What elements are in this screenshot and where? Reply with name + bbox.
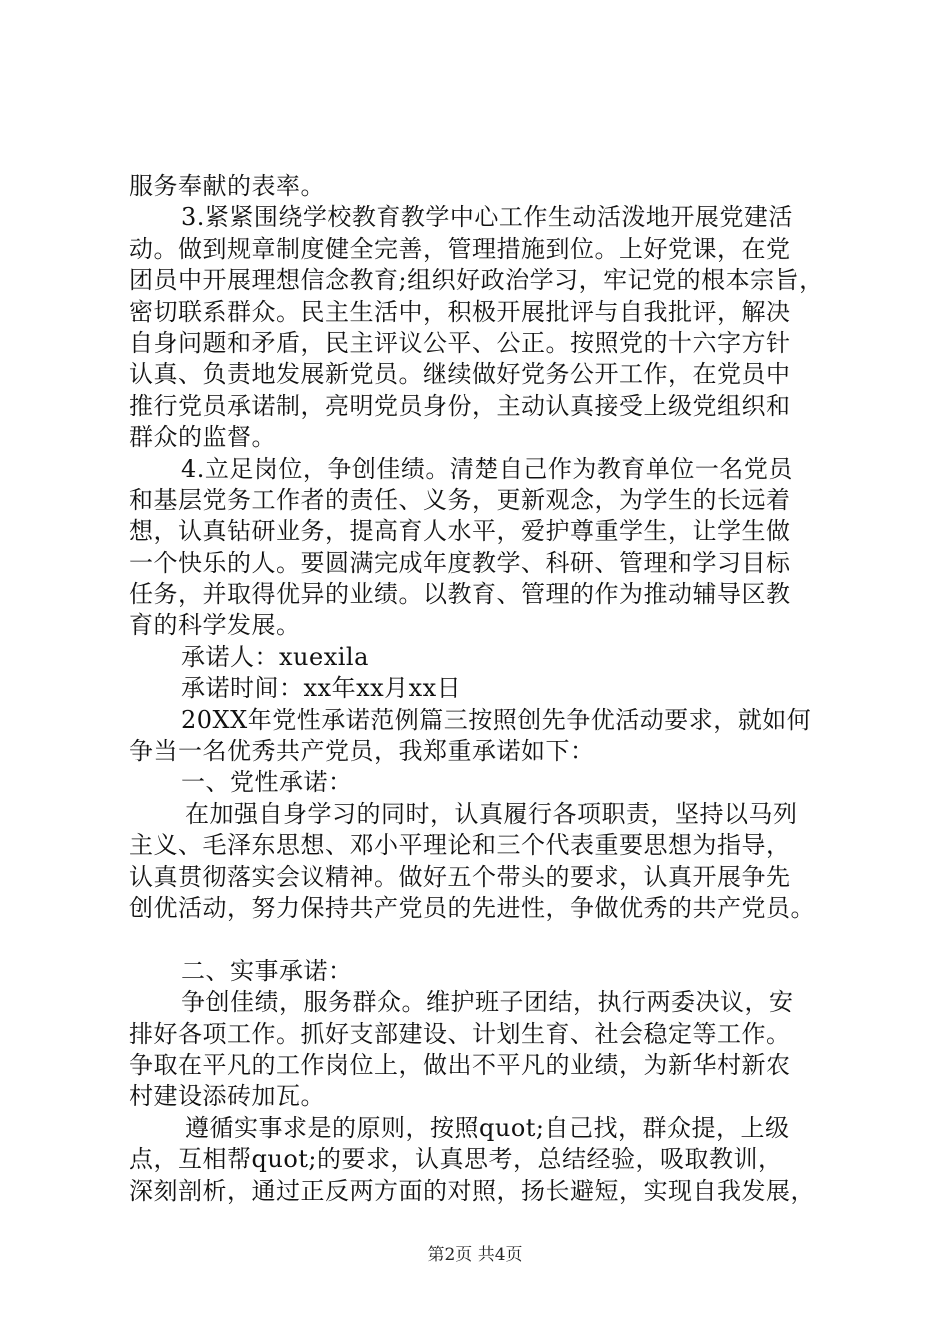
page-number-footer: 第2页 共4页 [427,1245,523,1265]
text-line: 在加强自身学习的同时，认真履行各项职责，坚持以马列 [185,799,798,828]
text-line: 育的科学发展。 [129,611,301,640]
text-line: 群众的监督。 [129,423,276,452]
text-line: 点，互相帮quot;的要求，认真思考，总结经验，吸取教训， [129,1145,783,1174]
text-line: 任务，并取得优异的业绩。以教育、管理的作为推动辅导区教 [129,580,791,609]
text-line: 团员中开展理想信念教育;组织好政治学习，牢记党的根本宗旨， [129,266,824,295]
text-line: 密切联系群众。民主生活中，积极开展批评与自我批评，解决 [129,297,791,326]
promisor-line: 承诺人：xuexila [181,642,369,671]
paragraph-4-heading: 4.立足岗位，争创佳绩。清楚自己作为教育单位一名党员 [181,454,793,483]
text-line: 和基层党务工作者的责任、义务，更新观念，为学生的长远着 [129,485,791,514]
text-line: 深刻剖析，通过正反两方面的对照，扬长避短，实现自我发展， [129,1176,815,1205]
section-intro-line: 20XX年党性承诺范例篇三按照创先争优活动要求，就如何 [181,705,812,734]
text-line: 争当一名优秀共产党员，我郑重承诺如下： [129,737,595,766]
text-line: 推行党员承诺制，亮明党员身份，主动认真接受上级党组织和 [129,391,791,420]
text-line: 服务奉献的表率。 [129,172,325,200]
text-line: 创优活动，努力保持共产党员的先进性，争做优秀的共产党员。 [129,893,815,922]
text-line: 想，认真钻研业务，提高育人水平，爱护尊重学生，让学生做 [129,517,791,546]
text-line: 争取在平凡的工作岗位上，做出不平凡的业绩，为新华村新农 [129,1050,791,1079]
text-line: 村建设添砖加瓦。 [129,1082,325,1111]
section-heading-practical-promise: 二、实事承诺： [181,956,353,985]
document-body [129,171,829,1207]
paragraph-3-heading: 3.紧紧围绕学校教育教学中心工作生动活泼地开展党建活 [181,203,793,232]
blank-line [129,924,829,955]
text-line: 认真贯彻落实会议精神。做好五个带头的要求，认真开展争先 [129,862,791,891]
text-line: 动。做到规章制度健全完善，管理措施到位。上好党课，在党 [129,234,791,263]
text-line: 主义、毛泽东思想、邓小平理论和三个代表重要思想为指导， [129,831,791,860]
text-line: 自身问题和矛盾，民主评议公平、公正。按照党的十六字方针 [129,328,791,357]
text-line: 争创佳绩，服务群众。维护班子团结，执行两委决议，安 [181,988,794,1017]
text-line: 排好各项工作。抓好支部建设、计划生育、社会稳定等工作。 [129,1019,791,1048]
text-line: 一个快乐的人。要圆满完成年度教学、科研、管理和学习目标 [129,548,791,577]
text-line: 认真、负责地发展新党员。继续做好党务公开工作，在党员中 [129,360,791,389]
promise-date-line: 承诺时间：xx年xx月xx日 [181,674,462,703]
section-heading-party-promise: 一、党性承诺： [181,768,353,797]
text-line: 遵循实事求是的原则，按照quot;自己找，群众提，上级 [185,1113,790,1142]
